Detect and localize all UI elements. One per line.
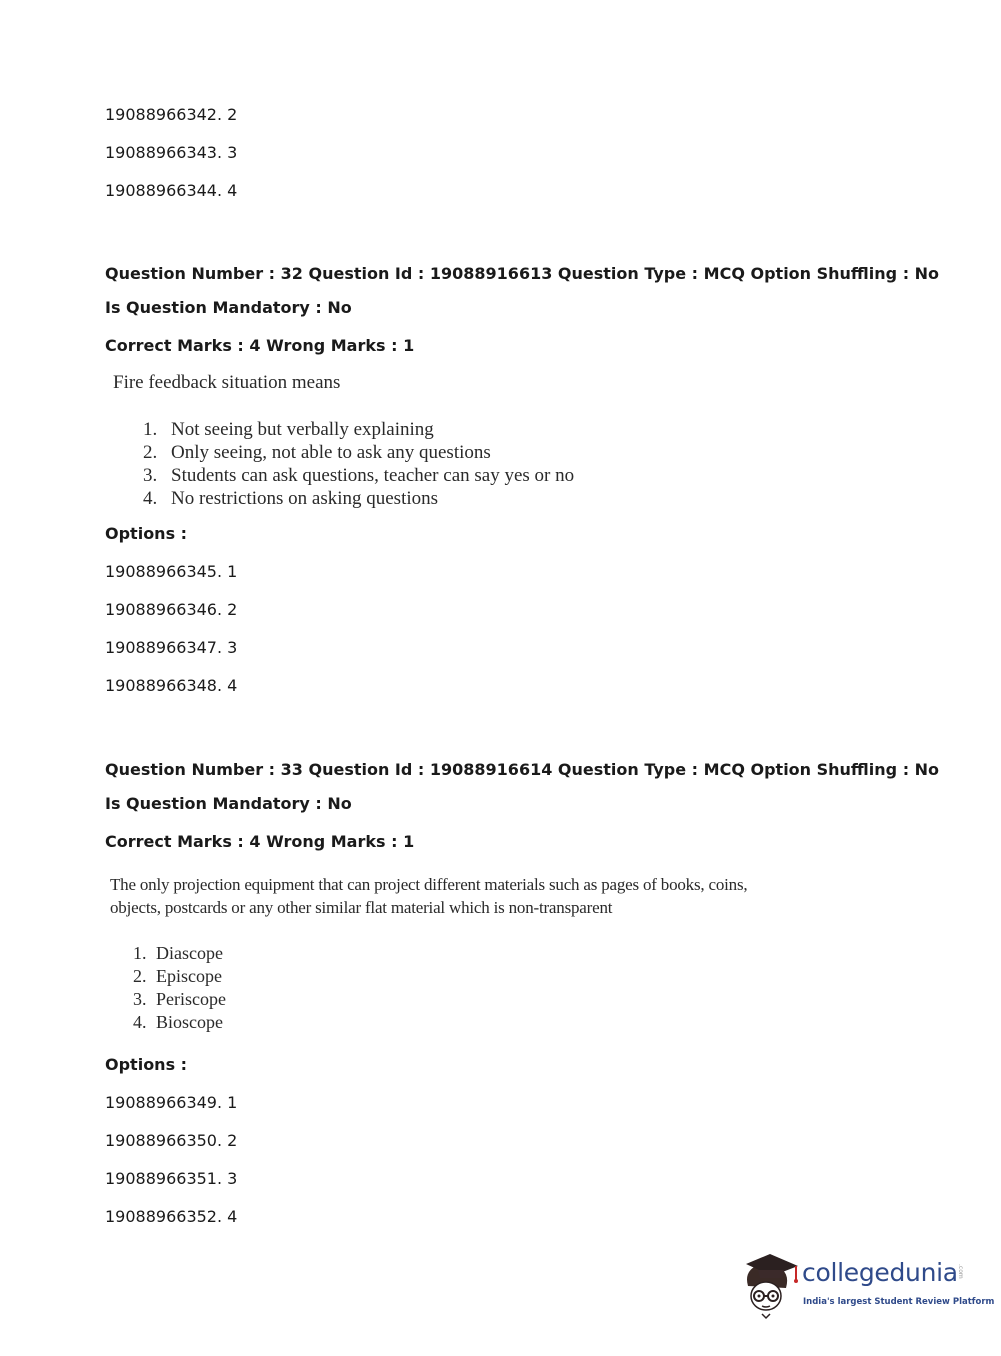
option-line: 19088966345. 1 <box>105 562 238 581</box>
option-line: 19088966343. 3 <box>105 143 238 162</box>
option-line: 19088966349. 1 <box>105 1093 238 1112</box>
question-mandatory: Is Question Mandatory : No <box>105 298 352 317</box>
question-stem-line: The only projection equipment that can project different materials such as pages of books, coins, <box>110 875 748 894</box>
option-line: 19088966342. 2 <box>105 105 238 124</box>
option-line: 19088966347. 3 <box>105 638 238 657</box>
question-marks: Correct Marks : 4 Wrong Marks : 1 <box>105 336 415 355</box>
choice-item: 2. Only seeing, not able to ask any questions <box>143 442 491 463</box>
question-marks: Correct Marks : 4 Wrong Marks : 1 <box>105 832 415 851</box>
logo-wordmark: collegedunia <box>802 1258 958 1287</box>
question-header: Question Number : 32 Question Id : 19088916613 Question Type : MCQ Option Shuffling : No <box>105 264 940 283</box>
choice-item: 4. No restrictions on asking questions <box>143 488 439 509</box>
graduate-cap-mascot-icon <box>740 1250 800 1320</box>
option-line: 19088966346. 2 <box>105 600 238 619</box>
choice-item: 3. Students can ask questions, teacher can say yes or no <box>143 465 575 486</box>
options-label: Options : <box>105 1055 188 1074</box>
question-stem: Fire feedback situation means <box>113 372 341 393</box>
question-stem-line: objects, postcards or any other similar flat material which is non-transparent <box>110 898 613 917</box>
option-line: 19088966344. 4 <box>105 181 238 200</box>
question-mandatory: Is Question Mandatory : No <box>105 794 352 813</box>
options-label: Options : <box>105 524 188 543</box>
choice-item: 3. Periscope <box>133 989 226 1009</box>
option-line: 19088966350. 2 <box>105 1131 238 1150</box>
collegedunia-logo <box>740 1250 995 1320</box>
option-line: 19088966352. 4 <box>105 1207 238 1226</box>
option-line: 19088966351. 3 <box>105 1169 238 1188</box>
option-line: 19088966348. 4 <box>105 676 238 695</box>
choice-item: 1. Not seeing but verbally explaining <box>143 419 434 440</box>
choice-item: 2. Episcope <box>133 966 222 986</box>
choice-item: 1. Diascope <box>133 943 223 963</box>
logo-tagline: India's largest Student Review Platform <box>803 1297 995 1307</box>
question-header: Question Number : 33 Question Id : 19088916614 Question Type : MCQ Option Shuffling : No <box>105 760 940 779</box>
choice-item: 4. Bioscope <box>133 1012 223 1032</box>
logo-suffix: .com <box>957 1264 964 1279</box>
